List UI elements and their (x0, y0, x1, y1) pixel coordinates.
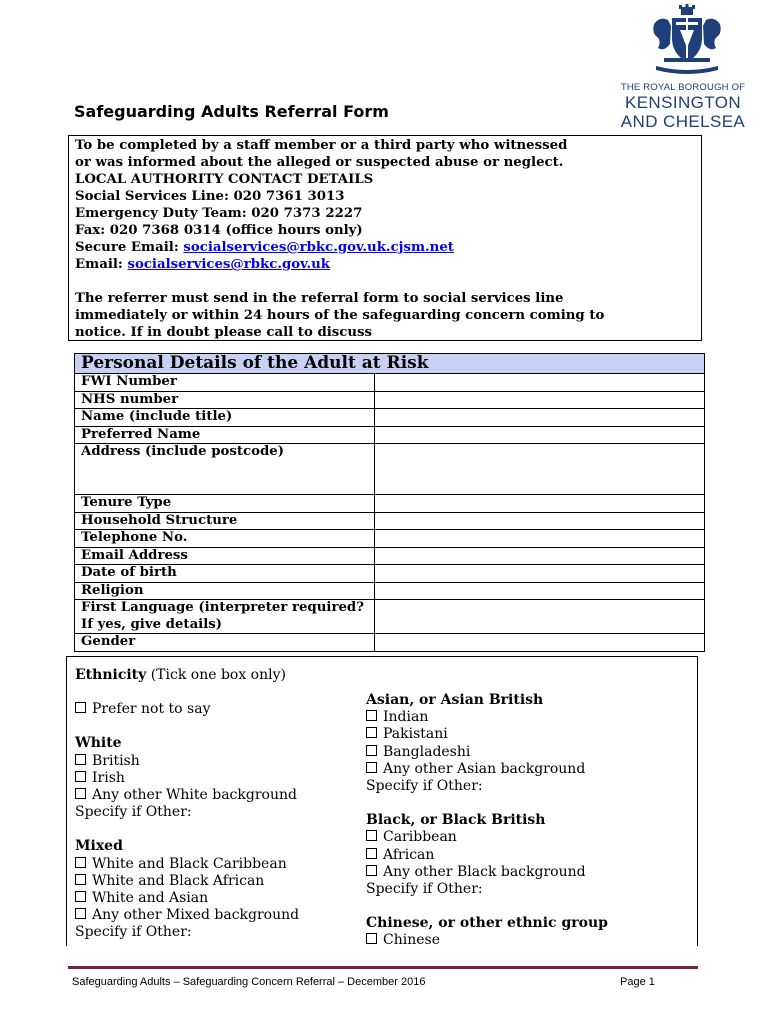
black-heading: Black, or Black British (366, 812, 546, 829)
mixed-specify: Specify if Other: (75, 924, 192, 941)
option-label: White and Black Caribbean (92, 855, 287, 872)
secure-email-link[interactable]: socialservices@rbkc.gov.uk.cjsm.net (183, 240, 454, 255)
email-link[interactable]: socialservices@rbkc.gov.uk (127, 257, 331, 272)
option-irish[interactable] (75, 770, 299, 787)
borough-logo (612, 4, 748, 134)
option-prefer-not[interactable] (75, 701, 299, 718)
field-value-address[interactable] (375, 444, 705, 495)
logo-name (616, 93, 750, 131)
field-label-dob: Date of birth (75, 565, 375, 583)
field-value-preferred-name[interactable] (375, 426, 705, 444)
option-label: Pakistani (383, 726, 448, 743)
black-specify: Specify if Other: (366, 881, 483, 898)
field-label-preferred-name: Preferred Name (75, 426, 375, 444)
option-indian[interactable] (366, 709, 608, 726)
page-number: Page 1 (620, 976, 655, 988)
checkbox[interactable] (366, 710, 377, 721)
field-label-religion: Religion (75, 582, 375, 600)
mixed-heading: Mixed (75, 838, 123, 855)
option-british[interactable] (75, 753, 299, 770)
field-label-tenure: Tenure Type (75, 495, 375, 513)
field-value-fwi[interactable] (375, 374, 705, 392)
asian-heading: Asian, or Asian British (366, 692, 544, 708)
option-label: African (383, 846, 435, 863)
field-value-tenure[interactable] (375, 495, 705, 513)
option-chinese[interactable] (366, 932, 608, 949)
option-label: White and Asian (92, 890, 209, 907)
field-value-nhs[interactable] (375, 391, 705, 409)
checkbox[interactable] (75, 874, 86, 885)
field-label-fwi: FWI Number (75, 374, 375, 392)
checkbox[interactable] (366, 830, 377, 841)
checkbox[interactable] (366, 848, 377, 859)
checkbox[interactable] (75, 891, 86, 902)
option-other-black[interactable] (366, 864, 608, 881)
option-white-black-caribbean[interactable] (75, 856, 299, 873)
checkbox[interactable] (75, 702, 86, 713)
field-label-email: Email Address (75, 547, 375, 565)
option-label: Any other Mixed background (92, 907, 300, 924)
option-african[interactable] (366, 847, 608, 864)
field-label-gender: Gender (75, 634, 375, 652)
field-label-address: Address (include postcode) (75, 444, 375, 495)
field-value-telephone[interactable] (375, 530, 705, 548)
ethnicity-hint: (Tick one box only) (146, 667, 286, 683)
field-label-nhs: NHS number (75, 391, 375, 409)
footer-rule (68, 966, 698, 969)
option-label: Caribbean (383, 829, 457, 846)
contact-heading: LOCAL AUTHORITY CONTACT DETAILS (75, 172, 374, 187)
option-label: Bangladeshi (383, 743, 471, 760)
option-label: Any other Asian background (383, 760, 586, 777)
field-value-gender[interactable] (375, 634, 705, 652)
logo-line-2: KENSINGTON (624, 93, 742, 112)
page-title: Safeguarding Adults Referral Form (74, 102, 389, 121)
chinese-heading: Chinese, or other ethnic group (366, 915, 608, 932)
intro-line: To be completed by a staff member or a third party who witnessed (75, 138, 568, 153)
option-white-black-african[interactable] (75, 873, 299, 890)
option-label: Prefer not to say (92, 701, 211, 718)
field-label-household: Household Structure (75, 512, 375, 530)
footer-text: Safeguarding Adults – Safeguarding Concern Referral – December 2016 (72, 976, 426, 988)
checkbox[interactable] (75, 754, 86, 765)
field-label-telephone: Telephone No. (75, 530, 375, 548)
option-label: Chinese (383, 932, 440, 949)
intro-line: or was informed about the alleged or suspected abuse or neglect. (75, 155, 564, 170)
personal-details-heading: Personal Details of the Adult at Risk (75, 354, 705, 374)
field-value-name[interactable] (375, 409, 705, 427)
ethnicity-label: Ethnicity (75, 667, 147, 683)
white-specify: Specify if Other: (75, 804, 192, 821)
white-heading: White (75, 735, 122, 752)
coat-of-arms-icon (650, 4, 724, 76)
secure-email-label: Secure Email: (75, 240, 184, 255)
checkbox[interactable] (366, 727, 377, 738)
checkbox[interactable] (366, 745, 377, 756)
checkbox[interactable] (366, 762, 377, 773)
field-label-name: Name (include title) (75, 409, 375, 427)
field-value-language[interactable] (375, 600, 705, 634)
option-label: Any other Black background (383, 863, 586, 880)
option-label: Irish (92, 769, 125, 786)
checkbox[interactable] (366, 865, 377, 876)
checkbox[interactable] (75, 857, 86, 868)
checkbox[interactable] (366, 933, 377, 944)
ethnicity-right-column (366, 692, 608, 950)
option-label: Indian (383, 709, 429, 726)
option-white-asian[interactable] (75, 890, 299, 907)
notice-line: immediately or within 24 hours of the safeguarding concern coming to (75, 308, 605, 323)
option-label: White and Black African (92, 872, 265, 889)
email-line (75, 256, 695, 273)
fax-line: Fax: 020 7368 0314 (office hours only) (75, 223, 363, 238)
intro-box (68, 135, 702, 341)
field-value-religion[interactable] (375, 582, 705, 600)
notice-line: The referrer must send in the referral form to social services line (75, 291, 564, 306)
option-other-white[interactable] (75, 787, 299, 804)
field-value-household[interactable] (375, 512, 705, 530)
emergency-duty-line: Emergency Duty Team: 020 7373 2227 (75, 206, 363, 221)
checkbox[interactable] (75, 908, 86, 919)
personal-details-table (74, 353, 705, 652)
option-caribbean[interactable] (366, 829, 608, 846)
ethnicity-left-column (75, 667, 299, 942)
social-services-line: Social Services Line: 020 7361 3013 (75, 189, 345, 204)
logo-line-3: AND CHELSEA (620, 112, 746, 131)
notice-line: notice. If in doubt please call to discuss (75, 325, 373, 340)
option-other-asian[interactable] (366, 761, 608, 778)
option-pakistani[interactable] (366, 726, 608, 743)
secure-email-line (75, 239, 695, 256)
checkbox[interactable] (75, 788, 86, 799)
option-bangladeshi[interactable] (366, 744, 608, 761)
field-value-dob[interactable] (375, 565, 705, 583)
logo-line-1: THE ROYAL BOROUGH OF (620, 82, 746, 93)
option-label: British (92, 752, 140, 769)
email-label: Email: (75, 257, 128, 272)
asian-specify: Specify if Other: (366, 778, 483, 795)
field-value-email[interactable] (375, 547, 705, 565)
ethnicity-section (66, 656, 698, 949)
field-label-language: First Language (interpreter required? If yes, give details) (75, 600, 375, 634)
option-label: Any other White background (92, 787, 297, 804)
checkbox[interactable] (75, 771, 86, 782)
option-other-mixed[interactable] (75, 907, 299, 924)
